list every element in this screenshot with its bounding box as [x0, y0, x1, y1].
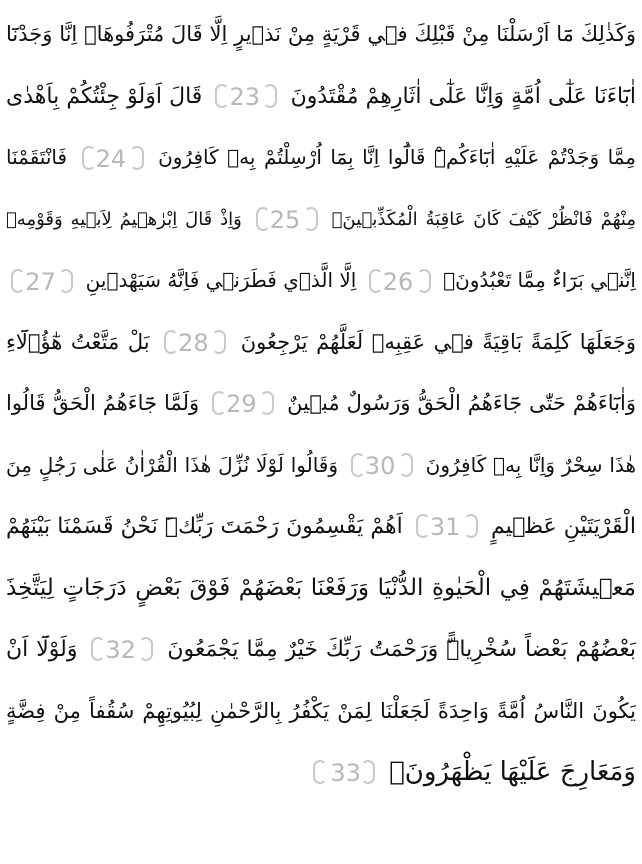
- verse-text: وَمَعَارِجَ عَلَيْهَا يَظْهَرُونَۙ: [389, 757, 636, 787]
- text-line-12: [6, 681, 636, 743]
- text-line-8: [6, 435, 636, 497]
- ayah-number-marker: 24: [82, 144, 144, 174]
- verse-text: وَلَمَّا جَٓاءَهُمُ الْحَقُّ قَالُوا: [6, 391, 200, 415]
- verse-text: وَاٰبَٓاءَهُمْ حَتّٰى جَٓاءَهُمُ الْحَقُّ وَرَسُولٌ مُب۪ينٌ: [287, 391, 636, 415]
- verse-text: يَكُونَ النَّاسُ اُمَّةً وَاحِدَةً لَجَعَلْنَا لِمَنْ يَكْفُرُ بِالرَّحْمٰنِ لِبُيُوتِهِمْ سُقُفاً مِنْ فِضَّةٍ: [6, 698, 636, 723]
- verse-text: وَقَالُوا لَوْلَا نُزِّلَ هٰذَا الْقُرْاٰنُ عَلٰى رَجُلٍ مِنَ: [6, 452, 339, 477]
- verse-text: بَلْ مَتَّعْتُ هٰٓؤُ۬لَٓاءِ: [6, 329, 150, 354]
- ayah-number-marker: 27: [11, 267, 73, 297]
- verse-text: الْقَرْيَتَيْنِ عَظ۪يمٍ: [490, 514, 636, 539]
- verse-text: وَكَذٰلِكَ مَٓا اَرْسَلْنَا مِنْ قَبْلِكَ ف۪ي قَرْيَةٍ مِنْ نَذ۪يرٍ اِلَّا قَالَ مُتْرَفُوهَاۙ اِنَّا وَجَدْنَٓا: [6, 22, 636, 46]
- ayah-number-marker: 33: [313, 758, 375, 788]
- text-line-7: [6, 373, 636, 435]
- verse-text: مَع۪يشَتَهُمْ فِي الْحَيٰوةِ الدُّنْيَا وَرَفَعْنَا بَعْضَهُمْ فَوْقَ بَعْضٍ دَرَجَاتٍ لِيَتَّخِذَ: [6, 574, 636, 601]
- text-line-5: [6, 250, 636, 312]
- text-line-4: [6, 189, 636, 251]
- verse-text: اٰبَٓاءَنَا عَلٰٓى اُمَّةٍ وَاِنَّا عَلٰٓى اٰثَارِهِمْ مُقْتَدُونَ: [290, 83, 636, 109]
- ayah-number-marker: 31: [416, 512, 478, 542]
- ayah-number-marker: 30: [351, 451, 413, 481]
- text-line-1: [6, 4, 636, 66]
- text-line-10: [6, 558, 636, 620]
- verse-text: وَلَوْلَٓا اَنْ: [6, 637, 78, 662]
- ayah-number-marker: 25: [256, 205, 318, 235]
- verse-text: اِنَّن۪ي بَرَٓاءٌ مِمَّا تَعْبُدُونَۙ: [443, 268, 636, 292]
- text-line-2: [6, 66, 636, 128]
- ayah-number-marker: 28: [164, 328, 226, 358]
- ayah-number-marker: 23: [215, 82, 277, 112]
- ayah-number-marker: 26: [369, 267, 431, 297]
- verse-text: اَهُمْ يَقْسِمُونَ رَحْمَتَ رَبِّكَۜ نَحْنُ قَسَمْنَا بَيْنَهُمْ: [6, 514, 403, 539]
- ayah-number-marker: 29: [212, 389, 274, 419]
- text-line-13: [6, 742, 636, 804]
- verse-text: مِنْهُمْ فَانْظُرْ كَيْفَ كَانَ عَاقِبَةُ الْمُكَذِّب۪ينَ۟: [331, 208, 636, 230]
- verse-text: مِمَّا وَجَدْتُمْ عَلَيْهِ اٰبَٓاءَكُمْۜ قَالُٓوا اِنَّا بِمَٓا اُرْسِلْتُمْ بِه۪ كَافِرُونَ: [158, 145, 636, 169]
- text-line-3: [6, 127, 636, 189]
- verse-text: بَعْضُهُمْ بَعْضاً سُخْرِياًّۜ وَرَحْمَتُ رَبِّكَ خَيْرٌ مِمَّا يَجْمَعُونَ: [167, 637, 636, 662]
- verse-text: فَانْتَقَمْنَا: [6, 145, 68, 169]
- ayah-number-marker: 32: [91, 635, 153, 665]
- verse-text: هٰذَا سِحْرٌ وَاِنَّا بِه۪ كَافِرُونَ: [425, 452, 636, 477]
- text-line-9: [6, 496, 636, 558]
- verse-text: اِلَّا الَّذ۪ي فَطَرَن۪ي فَاِنَّهُ سَيَهْد۪ينِ: [85, 268, 357, 292]
- text-line-11: [6, 619, 636, 681]
- text-line-6: [6, 312, 636, 374]
- verse-text: قَالَ اَوَلَوْ جِئْتُكُمْ بِاَهْدٰى: [6, 83, 203, 109]
- verse-text: وَاِذْ قَالَ اِبْرٰه۪يمُ لِاَب۪يهِ وَقَوْمِه۪: [6, 208, 242, 230]
- verse-text: وَجَعَلَهَا كَلِمَةً بَاقِيَةً ف۪ي عَقِبِه۪ لَعَلَّهُمْ يَرْجِعُونَ: [240, 329, 636, 354]
